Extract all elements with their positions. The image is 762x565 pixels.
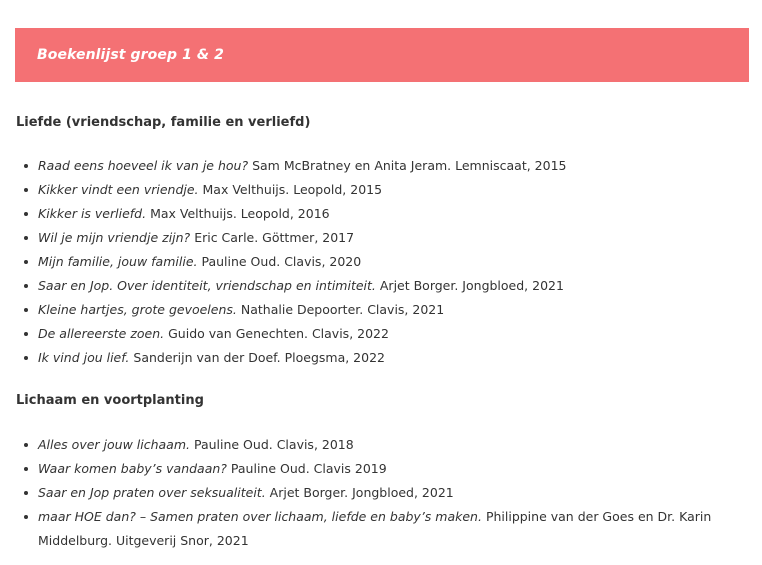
- book-details: Guido van Genechten. Clavis, 2022: [168, 326, 389, 341]
- list-item: [0, 457, 740, 481]
- list-item: [0, 298, 740, 322]
- book-details: Sanderijn van der Doef. Ploegsma, 2022: [133, 350, 385, 365]
- book-title: Ik vind jou lief.: [38, 350, 130, 365]
- book-details: Eric Carle. Göttmer, 2017: [194, 230, 355, 245]
- banner-title: Boekenlijst groep 1 & 2: [37, 47, 225, 63]
- book-details: Max Velthuijs. Leopold, 2016: [150, 206, 330, 221]
- book-details: Pauline Oud. Clavis, 2020: [201, 254, 362, 269]
- book-title: Waar komen baby’s vandaan?: [38, 461, 227, 476]
- list-item: [0, 178, 740, 202]
- book-details: Arjet Borger. Jongbloed, 2021: [269, 485, 454, 500]
- book-details: Pauline Oud. Clavis 2019: [230, 461, 387, 476]
- book-list-liefde: [0, 154, 740, 370]
- book-list-lichaam: [0, 433, 740, 553]
- book-title: Saar en Jop. Over identiteit, vriendschap en intimiteit.: [38, 278, 376, 293]
- book-title: Mijn familie, jouw familie.: [38, 254, 198, 269]
- list-item: [0, 202, 740, 226]
- book-title: maar HOE dan? – Samen praten over lichaam, liefde en baby’s maken.: [38, 509, 482, 524]
- banner: [15, 28, 749, 82]
- list-item: [0, 322, 740, 346]
- list-item: [0, 481, 740, 505]
- book-title: Raad eens hoeveel ik van je hou?: [38, 158, 249, 173]
- book-title: Wil je mijn vriendje zijn?: [38, 230, 191, 245]
- section-heading-lichaam: Lichaam en voortplanting: [16, 393, 204, 408]
- list-item: [0, 154, 740, 178]
- book-title: Kikker is verliefd.: [38, 206, 147, 221]
- book-details: Philippine van der Goes en Dr. Karin Middelburg. Uitgeverij Snor, 2021: [38, 509, 712, 548]
- book-title: Kleine hartjes, grote gevoelens.: [38, 302, 237, 317]
- list-item: [0, 226, 740, 250]
- book-title: De allereerste zoen.: [38, 326, 165, 341]
- list-item: [0, 274, 740, 298]
- book-title: Kikker vindt een vriendje.: [38, 182, 199, 197]
- list-item: [0, 250, 740, 274]
- book-details: Max Velthuijs. Leopold, 2015: [202, 182, 383, 197]
- book-title: Saar en Jop praten over seksualiteit.: [38, 485, 266, 500]
- list-item: [0, 346, 740, 370]
- book-details: Arjet Borger. Jongbloed, 2021: [379, 278, 564, 293]
- book-details: Sam McBratney en Anita Jeram. Lemniscaat, 2015: [252, 158, 567, 173]
- list-item: [0, 433, 740, 457]
- list-item: [0, 505, 740, 553]
- book-details: Nathalie Depoorter. Clavis, 2021: [240, 302, 445, 317]
- section-heading-liefde: Liefde (vriendschap, familie en verliefd): [16, 115, 311, 130]
- book-details: Pauline Oud. Clavis, 2018: [193, 437, 354, 452]
- book-title: Alles over jouw lichaam.: [38, 437, 190, 452]
